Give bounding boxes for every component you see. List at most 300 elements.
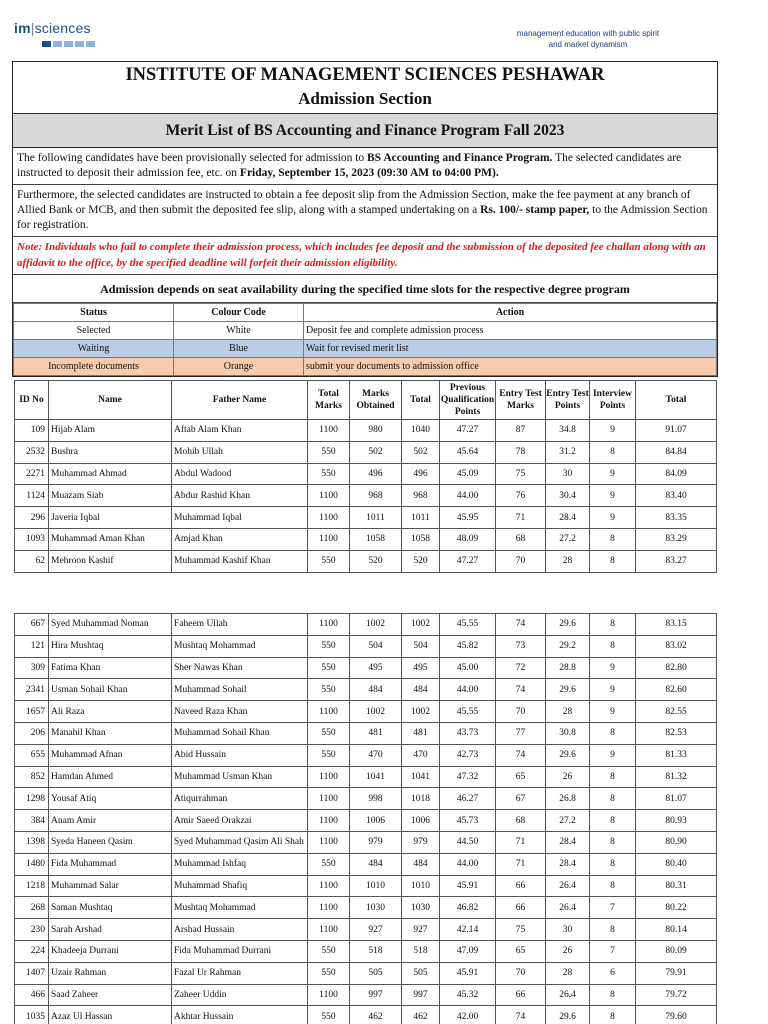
table-cell: Ali Raza xyxy=(49,701,172,723)
table-cell: 484 xyxy=(350,853,402,875)
table-row xyxy=(15,528,717,550)
table-cell: 997 xyxy=(402,984,440,1006)
table-cell: 1010 xyxy=(350,875,402,897)
table-cell: 9 xyxy=(590,485,636,507)
table-cell: 28.4 xyxy=(546,853,590,875)
instruction-paragraph-1: The following candidates have been provisionally selected for admission to BS Accounting and Finance Program. The selected candidates are instructed to deposit their admission fee, etc. on Friday, September 15, 2023 (09:30 AM to 04:00 PM). xyxy=(13,148,717,185)
table-cell: Abdur Rashid Khan xyxy=(172,485,308,507)
table-cell: 82.60 xyxy=(636,679,717,701)
table-cell: 9 xyxy=(590,744,636,766)
table-cell: 76 xyxy=(496,485,546,507)
table-cell: 997 xyxy=(350,984,402,1006)
table-cell: 8 xyxy=(590,1006,636,1024)
table-cell: 77 xyxy=(496,722,546,744)
table-cell: 1100 xyxy=(308,810,350,832)
table-cell: 45.91 xyxy=(440,962,496,984)
table-cell: 8 xyxy=(590,722,636,744)
table-cell: Muhammad Ahmad xyxy=(49,463,172,485)
table-cell: 1480 xyxy=(15,853,49,875)
table-cell: 79.91 xyxy=(636,962,717,984)
table-cell: 81.32 xyxy=(636,766,717,788)
table-cell: 45.09 xyxy=(440,463,496,485)
table-cell: 484 xyxy=(402,679,440,701)
table-row xyxy=(15,962,717,984)
table-cell: 8 xyxy=(590,614,636,636)
table-cell: 29.6 xyxy=(546,744,590,766)
table-cell: 29.6 xyxy=(546,614,590,636)
table-cell: 80.22 xyxy=(636,897,717,919)
table-row xyxy=(15,701,717,723)
table-cell: 550 xyxy=(308,635,350,657)
table-cell: 68 xyxy=(496,810,546,832)
table-cell: 550 xyxy=(308,940,350,962)
table-cell: Fida Muhammad Durrani xyxy=(172,940,308,962)
table-cell: 1010 xyxy=(402,875,440,897)
table-cell: Mohib Ullah xyxy=(172,441,308,463)
table-cell: 502 xyxy=(350,441,402,463)
table-cell: 65 xyxy=(496,940,546,962)
table-cell: 7 xyxy=(590,940,636,962)
table-cell: 8 xyxy=(590,550,636,572)
table-cell: 1006 xyxy=(402,810,440,832)
table-cell: 78 xyxy=(496,441,546,463)
table-row xyxy=(15,463,717,485)
table-cell: 980 xyxy=(350,420,402,442)
table-cell: 1030 xyxy=(402,897,440,919)
legend-row-waiting: Waiting Blue Wait for revised merit list xyxy=(14,340,717,358)
table-cell: 1100 xyxy=(308,614,350,636)
table-cell: 80.93 xyxy=(636,810,717,832)
table-cell: 1100 xyxy=(308,420,350,442)
table-row xyxy=(15,788,717,810)
table-cell: 1002 xyxy=(350,701,402,723)
table-cell: 520 xyxy=(350,550,402,572)
table-cell: 550 xyxy=(308,657,350,679)
table-cell: 68 xyxy=(496,528,546,550)
table-cell: 466 xyxy=(15,984,49,1006)
table-cell: 7 xyxy=(590,897,636,919)
table-cell: 1124 xyxy=(15,485,49,507)
table-cell: 230 xyxy=(15,919,49,941)
table-cell: Muhammad Ishfaq xyxy=(172,853,308,875)
table-cell: 44.00 xyxy=(440,853,496,875)
table-cell: 74 xyxy=(496,679,546,701)
table-cell: 496 xyxy=(402,463,440,485)
table-cell: 550 xyxy=(308,679,350,701)
table-cell: 47.09 xyxy=(440,940,496,962)
table-cell: 28 xyxy=(546,962,590,984)
table-cell: Khadeeja Durrani xyxy=(49,940,172,962)
table-cell: Uzair Rahman xyxy=(49,962,172,984)
table-cell: 47.27 xyxy=(440,420,496,442)
table-cell: 1100 xyxy=(308,485,350,507)
table-cell: 470 xyxy=(402,744,440,766)
table-cell: Syeda Haneen Qasim xyxy=(49,831,172,853)
table-cell: 1002 xyxy=(402,701,440,723)
table-cell: 1041 xyxy=(350,766,402,788)
column-header: Previous Qualification Points xyxy=(440,381,496,420)
table-cell: 28 xyxy=(546,701,590,723)
table-cell: 8 xyxy=(590,853,636,875)
table-cell: 82.80 xyxy=(636,657,717,679)
table-cell: 28 xyxy=(546,550,590,572)
table-cell: Javeria Iqbal xyxy=(49,507,172,529)
table-cell: 484 xyxy=(402,853,440,875)
column-header: Marks Obtained xyxy=(350,381,402,420)
table-cell: 979 xyxy=(350,831,402,853)
table-cell: 8 xyxy=(590,528,636,550)
table-cell: 29.2 xyxy=(546,635,590,657)
table-cell: Fatima Khan xyxy=(49,657,172,679)
table-cell: 91.07 xyxy=(636,420,717,442)
legend-header: Action xyxy=(304,304,717,322)
table-cell: 45.64 xyxy=(440,441,496,463)
table-cell: 75 xyxy=(496,463,546,485)
table-cell: Muhammad Sohail Khan xyxy=(172,722,308,744)
table-cell: 42.00 xyxy=(440,1006,496,1024)
table-cell: 1002 xyxy=(350,614,402,636)
table-row xyxy=(15,984,717,1006)
table-cell: 8 xyxy=(590,875,636,897)
colour-legend-table xyxy=(13,303,717,376)
table-cell: 852 xyxy=(15,766,49,788)
table-row xyxy=(15,875,717,897)
table-cell: 6 xyxy=(590,962,636,984)
table-cell: Manahil Khan xyxy=(49,722,172,744)
instruction-paragraph-2: Furthermore, the selected candidates are instructed to obtain a fee deposit slip from the Admission Section, make the fee payment at any branch of Allied Bank or MCB, and then submit the deposited fee slip, along with a stamped undertaking on a Rs. 100/- stamp paper, to the Admission Section for registration. xyxy=(13,185,717,237)
table-cell: 495 xyxy=(350,657,402,679)
table-cell: 80.90 xyxy=(636,831,717,853)
table-cell: 550 xyxy=(308,441,350,463)
table-cell: 83.02 xyxy=(636,635,717,657)
table-row xyxy=(15,810,717,832)
table-cell: 42.14 xyxy=(440,919,496,941)
table-row xyxy=(15,507,717,529)
table-cell: 70 xyxy=(496,701,546,723)
tagline: management education with public spirit and market dynamism xyxy=(516,29,660,49)
table-cell: 470 xyxy=(350,744,402,766)
table-cell: 496 xyxy=(350,463,402,485)
legend-header: Status xyxy=(14,304,174,322)
table-row xyxy=(15,657,717,679)
table-cell: 481 xyxy=(350,722,402,744)
table-cell: 30.8 xyxy=(546,722,590,744)
table-row xyxy=(15,897,717,919)
table-cell: Faheem Ullah xyxy=(172,614,308,636)
table-cell: 1100 xyxy=(308,766,350,788)
table-cell: 1100 xyxy=(308,919,350,941)
table-cell: 2532 xyxy=(15,441,49,463)
table-cell: Sarah Arshad xyxy=(49,919,172,941)
table-cell: 504 xyxy=(402,635,440,657)
table-row xyxy=(15,614,717,636)
table-cell: 518 xyxy=(402,940,440,962)
table-cell: 1011 xyxy=(350,507,402,529)
table-row xyxy=(15,940,717,962)
table-cell: 550 xyxy=(308,962,350,984)
table-cell: 502 xyxy=(402,441,440,463)
table-cell: 655 xyxy=(15,744,49,766)
column-header: Interview Points xyxy=(590,381,636,420)
table-cell: 9 xyxy=(590,420,636,442)
table-cell: 462 xyxy=(350,1006,402,1024)
table-cell: 1040 xyxy=(402,420,440,442)
table-cell: Mushtaq Mohammad xyxy=(172,635,308,657)
table-cell: 550 xyxy=(308,744,350,766)
table-cell: 45.73 xyxy=(440,810,496,832)
table-cell: 1398 xyxy=(15,831,49,853)
column-header: Total Marks xyxy=(308,381,350,420)
merit-list-title: Merit List of BS Accounting and Finance Program Fall 2023 xyxy=(13,114,717,148)
table-cell: 81.33 xyxy=(636,744,717,766)
table-cell: 44.00 xyxy=(440,485,496,507)
table-cell: 82.53 xyxy=(636,722,717,744)
table-cell: 520 xyxy=(402,550,440,572)
table-cell: 71 xyxy=(496,831,546,853)
table-cell: Yousaf Atiq xyxy=(49,788,172,810)
table-cell: 28.4 xyxy=(546,507,590,529)
column-header: Name xyxy=(49,381,172,420)
table-cell: 29.6 xyxy=(546,1006,590,1024)
table-cell: Abdul Wadood xyxy=(172,463,308,485)
table-cell: 1006 xyxy=(350,810,402,832)
legend-row-incomplete: Incomplete documents Orange submit your documents to admission office xyxy=(14,358,717,376)
table-cell: Anam Amir xyxy=(49,810,172,832)
table-cell: 30 xyxy=(546,919,590,941)
table-cell: 1093 xyxy=(15,528,49,550)
table-cell: 79.60 xyxy=(636,1006,717,1024)
table-cell: 83.15 xyxy=(636,614,717,636)
table-cell: 71 xyxy=(496,853,546,875)
table-cell: 1030 xyxy=(350,897,402,919)
table-cell: Saad Zaheer xyxy=(49,984,172,1006)
table-cell: 968 xyxy=(402,485,440,507)
table-cell: 74 xyxy=(496,614,546,636)
table-cell: 8 xyxy=(590,984,636,1006)
table-cell: Muhammad Shafiq xyxy=(172,875,308,897)
table-cell: 66 xyxy=(496,875,546,897)
table-cell: 1100 xyxy=(308,984,350,1006)
table-cell: 1035 xyxy=(15,1006,49,1024)
table-cell: 27.2 xyxy=(546,528,590,550)
table-row xyxy=(15,722,717,744)
table-cell: 65 xyxy=(496,766,546,788)
table-cell: 1002 xyxy=(402,614,440,636)
table-cell: 26 xyxy=(546,940,590,962)
column-header: Entry Test Points xyxy=(546,381,590,420)
table-cell: Muazam Siab xyxy=(49,485,172,507)
table-cell: 505 xyxy=(350,962,402,984)
column-header: Total xyxy=(402,381,440,420)
table-cell: Syed Muhammad Noman xyxy=(49,614,172,636)
table-cell: 34.8 xyxy=(546,420,590,442)
table-row xyxy=(15,853,717,875)
table-cell: 296 xyxy=(15,507,49,529)
table-cell: 47.32 xyxy=(440,766,496,788)
table-cell: 550 xyxy=(308,1006,350,1024)
table-cell: 1100 xyxy=(308,507,350,529)
table-cell: 495 xyxy=(402,657,440,679)
table-cell: Muhammad Afnan xyxy=(49,744,172,766)
table-row xyxy=(15,1006,717,1024)
merit-table-page-1 xyxy=(14,380,717,573)
table-cell: 8 xyxy=(590,635,636,657)
table-cell: Akhtar Hussain xyxy=(172,1006,308,1024)
table-cell: Hijab Alam xyxy=(49,420,172,442)
table-cell: 550 xyxy=(308,722,350,744)
table-cell: 109 xyxy=(15,420,49,442)
table-cell: 66 xyxy=(496,984,546,1006)
table-cell: 45.95 xyxy=(440,507,496,529)
table-cell: Muhammad Sohail xyxy=(172,679,308,701)
table-cell: 75 xyxy=(496,919,546,941)
table-cell: 550 xyxy=(308,463,350,485)
table-cell: 45.91 xyxy=(440,875,496,897)
table-cell: 46.82 xyxy=(440,897,496,919)
table-cell: 206 xyxy=(15,722,49,744)
table-cell: 87 xyxy=(496,420,546,442)
table-cell: 72 xyxy=(496,657,546,679)
table-cell: 80.31 xyxy=(636,875,717,897)
table-cell: 9 xyxy=(590,679,636,701)
table-cell: 48.09 xyxy=(440,528,496,550)
table-cell: Fida Muhammad xyxy=(49,853,172,875)
table-cell: 45.32 xyxy=(440,984,496,1006)
table-cell: 1041 xyxy=(402,766,440,788)
table-cell: 550 xyxy=(308,853,350,875)
table-cell: 81.07 xyxy=(636,788,717,810)
table-cell: 927 xyxy=(350,919,402,941)
table-cell: 82.55 xyxy=(636,701,717,723)
table-cell: 45.55 xyxy=(440,701,496,723)
table-cell: 31.2 xyxy=(546,441,590,463)
table-cell: 998 xyxy=(350,788,402,810)
legend-row-selected: Selected White Deposit fee and complete admission process xyxy=(14,322,717,340)
table-cell: 83.35 xyxy=(636,507,717,529)
table-cell: 62 xyxy=(15,550,49,572)
table-cell: 46.27 xyxy=(440,788,496,810)
table-cell: Amjad Khan xyxy=(172,528,308,550)
table-row xyxy=(15,441,717,463)
column-header: Father Name xyxy=(172,381,308,420)
table-row xyxy=(15,679,717,701)
table-cell: 45.55 xyxy=(440,614,496,636)
table-cell: Muhammad Kashif Khan xyxy=(172,550,308,572)
table-cell: 927 xyxy=(402,919,440,941)
table-cell: 979 xyxy=(402,831,440,853)
deadline-note: Note: Individuals who fail to complete their admission process, which includes fee deposit and the submission of the deposited fee challan along with an affidavit to the office, by the specified deadline will forfeit their admission eligibility. xyxy=(13,237,717,275)
table-cell: 79.72 xyxy=(636,984,717,1006)
table-cell: 67 xyxy=(496,788,546,810)
table-row xyxy=(15,766,717,788)
table-cell: 1298 xyxy=(15,788,49,810)
table-cell: 1011 xyxy=(402,507,440,529)
column-header: Entry Test Marks xyxy=(496,381,546,420)
table-cell: 2271 xyxy=(15,463,49,485)
table-cell: 84.09 xyxy=(636,463,717,485)
table-cell: 384 xyxy=(15,810,49,832)
table-cell: 83.27 xyxy=(636,550,717,572)
table-cell: 667 xyxy=(15,614,49,636)
table-cell: 1218 xyxy=(15,875,49,897)
table-cell: 2341 xyxy=(15,679,49,701)
table-cell: Azaz Ul Hassan xyxy=(49,1006,172,1024)
table-cell: Saman Mushtaq xyxy=(49,897,172,919)
table-cell: 83.29 xyxy=(636,528,717,550)
table-cell: 481 xyxy=(402,722,440,744)
table-cell: 66 xyxy=(496,897,546,919)
table-cell: 73 xyxy=(496,635,546,657)
table-cell: Naveed Raza Khan xyxy=(172,701,308,723)
table-cell: Muhammad Aman Khan xyxy=(49,528,172,550)
table-cell: 1100 xyxy=(308,875,350,897)
table-cell: Usman Sohail Khan xyxy=(49,679,172,701)
table-cell: 26.4 xyxy=(546,897,590,919)
table-cell: Hira Mushtaq xyxy=(49,635,172,657)
table-cell: 74 xyxy=(496,744,546,766)
table-cell: 42.73 xyxy=(440,744,496,766)
table-cell: 1100 xyxy=(308,701,350,723)
table-cell: Hamdan Ahmed xyxy=(49,766,172,788)
table-cell: 224 xyxy=(15,940,49,962)
table-cell: 44.00 xyxy=(440,679,496,701)
table-cell: 309 xyxy=(15,657,49,679)
table-cell: 80.40 xyxy=(636,853,717,875)
table-cell: 484 xyxy=(350,679,402,701)
section-title: Admission Section xyxy=(13,87,717,114)
table-row xyxy=(15,831,717,853)
table-row xyxy=(15,635,717,657)
table-cell: 8 xyxy=(590,441,636,463)
table-cell: 74 xyxy=(496,1006,546,1024)
table-cell: 1100 xyxy=(308,528,350,550)
table-cell: 550 xyxy=(308,550,350,572)
institute-title: INSTITUTE OF MANAGEMENT SCIENCES PESHAWAR xyxy=(125,65,605,85)
column-header: Total xyxy=(636,381,717,420)
table-cell: Bushra xyxy=(49,441,172,463)
table-cell: 1407 xyxy=(15,962,49,984)
table-cell: 968 xyxy=(350,485,402,507)
table-row xyxy=(15,744,717,766)
table-cell: Zaheer Uddin xyxy=(172,984,308,1006)
table-cell: 8 xyxy=(590,919,636,941)
table-cell: 504 xyxy=(350,635,402,657)
table-cell: 1657 xyxy=(15,701,49,723)
table-row xyxy=(15,550,717,572)
table-row xyxy=(15,420,717,442)
table-cell: 83.40 xyxy=(636,485,717,507)
table-cell: 1058 xyxy=(402,528,440,550)
table-cell: 518 xyxy=(350,940,402,962)
merit-table-page-2 xyxy=(14,613,717,1024)
table-cell: 30.4 xyxy=(546,485,590,507)
column-header: ID No xyxy=(15,381,49,420)
table-cell: 28.8 xyxy=(546,657,590,679)
table-cell: Mushtaq Mohammad xyxy=(172,897,308,919)
table-cell: 1058 xyxy=(350,528,402,550)
table-cell: 505 xyxy=(402,962,440,984)
table-cell: 462 xyxy=(402,1006,440,1024)
table-cell: 121 xyxy=(15,635,49,657)
table-cell: Aftab Alam Khan xyxy=(172,420,308,442)
table-cell: 26 xyxy=(546,766,590,788)
legend-header: Colour Code xyxy=(174,304,304,322)
table-cell: Muhammad Usman Khan xyxy=(172,766,308,788)
table-cell: Syed Muhammad Qasim Ali Shah xyxy=(172,831,308,853)
table-cell: Muhammad Salar xyxy=(49,875,172,897)
table-cell: 28.4 xyxy=(546,831,590,853)
table-cell: 43.73 xyxy=(440,722,496,744)
